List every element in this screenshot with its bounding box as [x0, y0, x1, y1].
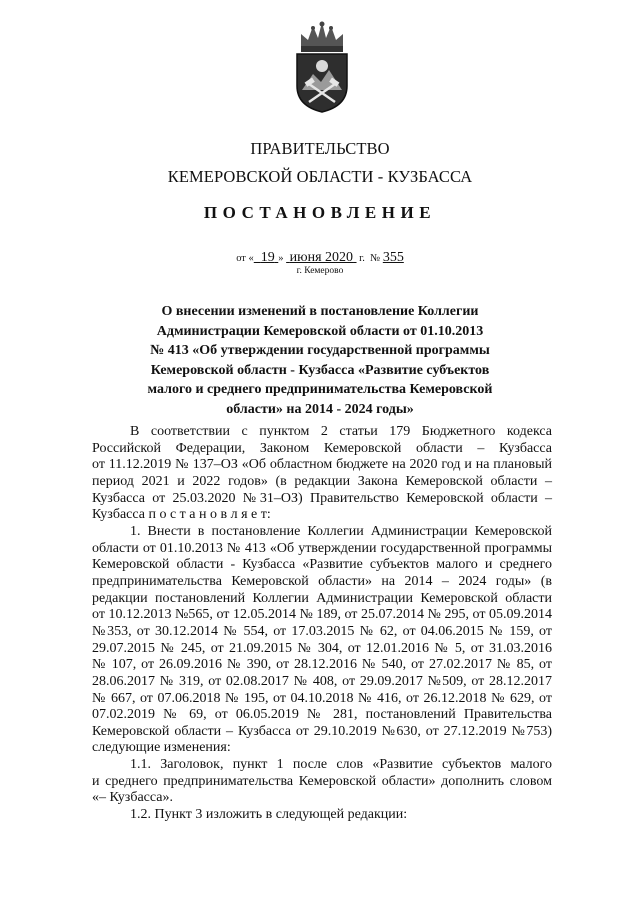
city: г. Кемерово [296, 266, 344, 276]
body-line: 1. Внести в постановление Коллегии Администрации Кемеровской [130, 523, 552, 539]
subject-line: № 413 «Об утверждении государственной программы [150, 343, 490, 358]
body-line: 07.02.2019 № 69, от 06.05.2019 № 281, постановлений Правительства [92, 707, 552, 723]
subject-line: Администрации Кемеровской области от 01.10.2013 [156, 323, 484, 339]
document-type: ПОСТАНОВЛЕНИЕ [203, 203, 437, 222]
subject-line: О внесении изменений в постановление Коллегии [161, 304, 479, 319]
number-prefix: № [370, 253, 381, 264]
authority-line-2: КЕМЕРОВСКОЙ ОБЛАСТИ - КУЗБАССА [167, 167, 473, 186]
body-line: следующие изменения: [92, 740, 231, 756]
body-line: Кузбасса п о с т а н о в л я е т: [92, 507, 271, 523]
body-line: от 11.12.2019 № 137–ОЗ «Об областном бюджете на 2020 год и на плановый [92, 457, 552, 473]
body-line: 1.2. Пункт 3 изложить в следующей редакции: [130, 807, 408, 823]
body-line: 29.07.2015 № 245, от 21.09.2015 № 304, от 12.01.2016 № 5, от 31.03.2016 [92, 640, 552, 656]
coat-of-arms-icon [293, 18, 351, 114]
subject-line: Кемеровской областн - Кузбасса «Развитие субъектов [150, 362, 490, 378]
subject-line: области» на 2014 - 2024 годы» [226, 401, 414, 417]
body-line: и среднего предпринимательства Кемеровской области» дополнить словом [92, 773, 552, 789]
body-line: период 2021 и 2022 годов» (в редакции Закона Кемеровской области – [92, 473, 552, 489]
date-day: 19 [260, 250, 275, 265]
subject-line: малого и среднего предпринимательства Кемеровской [147, 382, 493, 397]
body-line: Кемеровской области - Кузбасса «Развитие субъектов малого и среднего [92, 557, 552, 573]
date-year-suffix: г. [359, 253, 365, 264]
body-line: «– Кузбасса». [92, 790, 173, 806]
body-line: № 667, от 07.06.2018 № 195, от 04.10.2018 № 416, от 26.12.2018 № 629, от [92, 690, 552, 706]
authority-line-1: ПРАВИТЕЛЬСТВО [250, 139, 390, 158]
body-line: области от 01.10.2013 № 413 «Об утверждении государственной программы [92, 540, 552, 556]
document-number: 355 [382, 250, 404, 265]
date-line [0, 250, 640, 266]
body-line: Российской Федерации, Законом Кемеровской области – Кузбасса [92, 440, 552, 456]
body-line: от 10.12.2013 №565, от 12.05.2014 № 189, от 25.07.2014 № 295, от 05.09.2014 [92, 607, 552, 623]
body-line: 1.1. Заголовок, пункт 1 после слов «Развитие субъектов малого [130, 757, 552, 773]
body-line: В соответствии с пунктом 2 статьи 179 Бюджетного кодекса [130, 424, 552, 439]
body-line: предпринимательства Кемеровской области» на 2014 – 2024 годы» (в [92, 573, 552, 589]
date-mid: » [278, 253, 284, 264]
date-prefix: от « [236, 253, 254, 264]
subject-heading [130, 302, 510, 419]
body-line: 28.06.2017 № 319, от 02.08.2017 № 408, от 29.09.2017 №509, от 28.12.2017 [92, 673, 552, 689]
body-line: №353, от 30.12.2014 № 554, от 17.03.2015 № 62, от 04.06.2015 № 159, от [92, 623, 552, 639]
body-line: № 107, от 26.09.2016 № 390, от 28.12.2016 № 540, от 27.02.2017 № 85, от [92, 657, 552, 673]
body-line: Кузбасса от 25.03.2020 №31–ОЗ) Правительство Кемеровской области – [92, 490, 552, 506]
document-body [92, 424, 552, 824]
body-line: Кемеровской области – Кузбасса от 29.10.2019 №630, от 27.12.2019 №753) [92, 723, 552, 739]
body-line: редакции постановлений Коллегии Администрации Кемеровской области [92, 590, 552, 606]
date-month-year: июня 2020 [289, 250, 354, 265]
